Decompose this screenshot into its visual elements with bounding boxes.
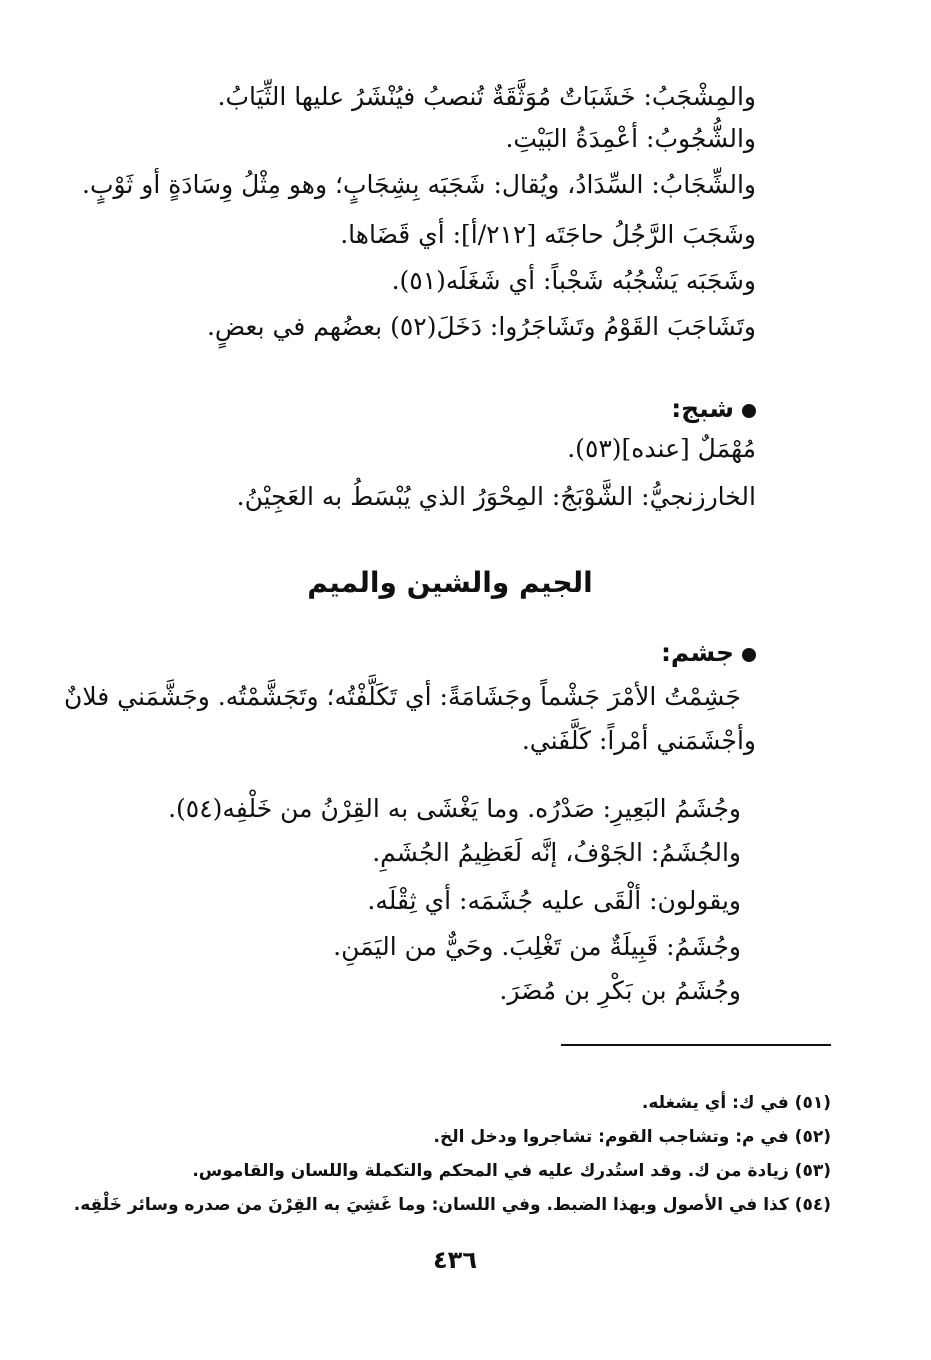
bullet-icon <box>742 648 756 662</box>
footnote: (٥٣) زيادة من ك. وقد استُدرك عليه في المحكم والتكملة واللسان والقاموس. <box>192 1161 831 1181</box>
text-line: وجُشَمُ: قَبِيلَةٌ من تَغْلِبَ. وحَيٌّ من اليَمَنِ. <box>333 932 741 961</box>
footnote-separator <box>561 1044 831 1046</box>
text-line: مُهْمَلٌ [عنده](٥٣). <box>567 434 756 463</box>
text-line: والجُشَمُ: الجَوْفُ، إنَّه لَعَظِيمُ الجُشَمِ. <box>372 838 741 867</box>
text-line: وجُشَمُ بن بَكْرِ بن مُضَرَ. <box>499 976 741 1005</box>
text-line: والشِّجَابُ: السِّدَادُ، ويُقال: شَجَبَه بِشِجَابٍ؛ وهو مِثْلُ وِسَادَةٍ أو ثَوْبٍ. <box>82 170 756 199</box>
text-line: الخارزنجيُّ: الشَّوْبَجُ: المِحْوَرُ الذي يُبْسَطُ به العَجِيْنُ. <box>236 482 756 511</box>
text-line: والمِشْجَبُ: خَشَبَاتٌ مُوَثَّقَةٌ تُنصبُ فيُنْشَرُ عليها الثِّيَابُ. <box>217 82 756 111</box>
bullet-icon <box>742 404 756 418</box>
footnote: (٥٢) في م: وتشاجب القوم: تشاجروا ودخل الخ. <box>433 1127 831 1147</box>
text-line: والشُّجُوبُ: أعْمِدَةُ البَيْتِ. <box>505 124 756 153</box>
text-line: وتَشَاجَبَ القَوْمُ وتَشَاجَرُوا: دَخَلَ(٥٢) بعضُهم في بعضٍ. <box>206 312 756 341</box>
text-line: وشَجَبَه يَشْجُبُه شَجْباً: أي شَغَلَه(٥١). <box>391 266 756 295</box>
footnote: (٥٤) كذا في الأصول وبهذا الضبط. وفي اللسان: وما غَشِيَ به القِرْنَ من صدره وسائر خَلْقِه. <box>73 1195 831 1215</box>
text-line: وشَجَبَ الرَّجُلُ حاجَتَه [٢١٢/أ]: أي قَضَاها. <box>340 220 756 249</box>
page-number: ٤٣٦ <box>433 1246 477 1274</box>
entry-heading-shbj <box>671 392 756 426</box>
footnote: (٥١) في ك: أي يشغله. <box>641 1093 831 1113</box>
text-line: ويقولون: ألْقَى عليه جُشَمَه: أي ثِقْلَه. <box>367 886 741 915</box>
entry-head-label: شبج: <box>671 394 734 423</box>
text-line: وجُشَمُ البَعِيرِ: صَدْرُه. وما يَغْشَى به القِرْنُ من خَلْفِه(٥٤). <box>168 794 741 823</box>
text-line: وأجْشَمَني أمْراً: كَلَّفَني. <box>521 726 756 755</box>
text-line: جَشِمْتُ الأمْرَ جَشْماً وجَشَامَةً: أي تَكَلَّفْتُه؛ وتَجَشَّمْتُه. وجَشَّمَني فلانٌ <box>63 682 741 711</box>
entry-heading-jshm <box>661 636 756 670</box>
chapter-heading: الجيم والشين والميم <box>307 566 593 599</box>
entry-head-label: جشم: <box>660 638 734 667</box>
